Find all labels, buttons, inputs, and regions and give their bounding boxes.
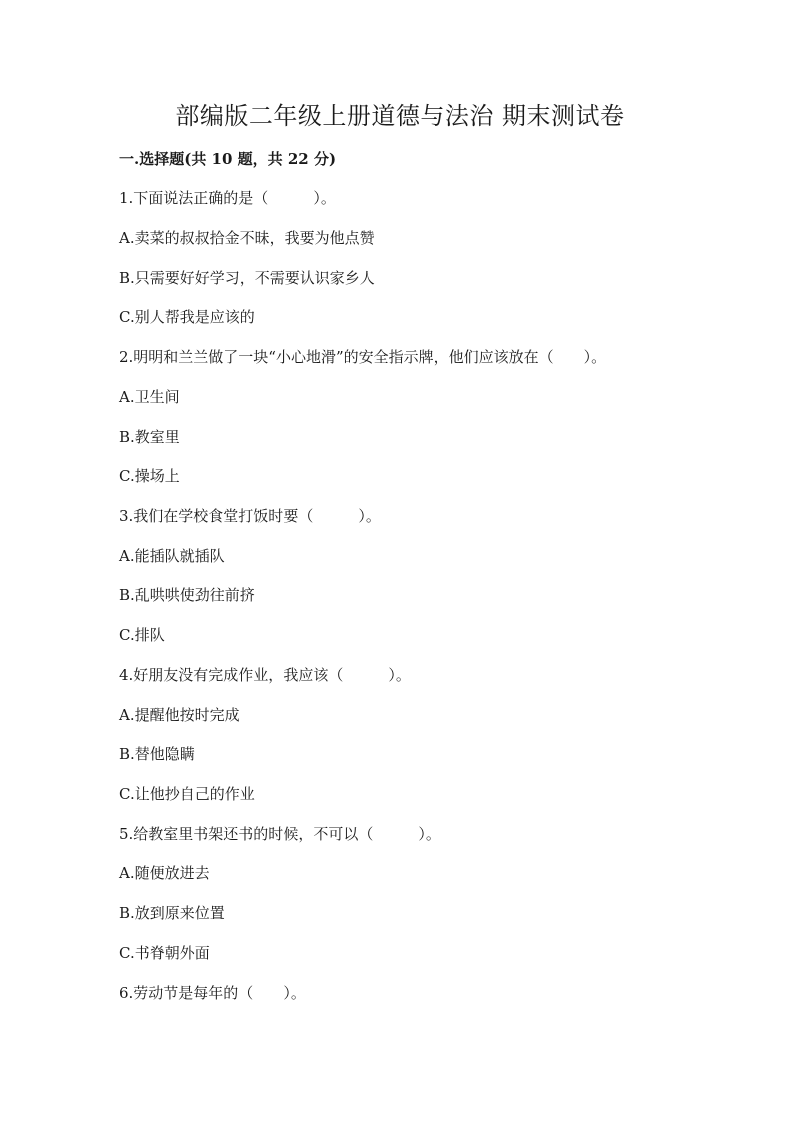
question-stem: 1.下面说法正确的是（ ）。 (119, 189, 336, 207)
question-stem: 4.好朋友没有完成作业，我应该（ ）。 (119, 666, 411, 684)
question-option: B.替他隐瞒 (119, 745, 195, 763)
question-option: A.随便放进去 (119, 864, 210, 882)
question-option: B.教室里 (119, 428, 180, 446)
question-stem: 5.给教室里书架还书的时候，不可以（ ）。 (119, 825, 441, 843)
section-heading: 一.选择题(共 10 题，共 22 分) (119, 150, 337, 168)
question-stem: 3.我们在学校食堂打饭时要（ ）。 (119, 507, 381, 525)
question-option: C.让他抄自己的作业 (119, 785, 255, 803)
question-option: B.放到原来位置 (119, 904, 225, 922)
question-list (119, 0, 759, 1131)
question-option: C.别人帮我是应该的 (119, 308, 255, 326)
question-stem: 2.明明和兰兰做了一块“小心地滑”的安全指示牌，他们应该放在（ ）。 (119, 348, 607, 366)
question-option: C.排队 (119, 626, 165, 644)
question-option: A.提醒他按时完成 (119, 706, 240, 724)
question-option: B.只需要好好学习，不需要认识家乡人 (119, 269, 375, 287)
question-option: C.书脊朝外面 (119, 944, 210, 962)
question-option: A.卫生间 (119, 388, 180, 406)
question-option: A.能插队就插队 (119, 547, 225, 565)
question-stem: 6.劳动节是每年的（ ）。 (119, 984, 306, 1002)
question-option: B.乱哄哄使劲往前挤 (119, 586, 255, 604)
question-option: A.卖菜的叔叔拾金不昧，我要为他点赞 (119, 229, 375, 247)
question-option: C.操场上 (119, 467, 180, 485)
page-title: 部编版二年级上册道德与法治 期末测试卷 (175, 102, 625, 130)
